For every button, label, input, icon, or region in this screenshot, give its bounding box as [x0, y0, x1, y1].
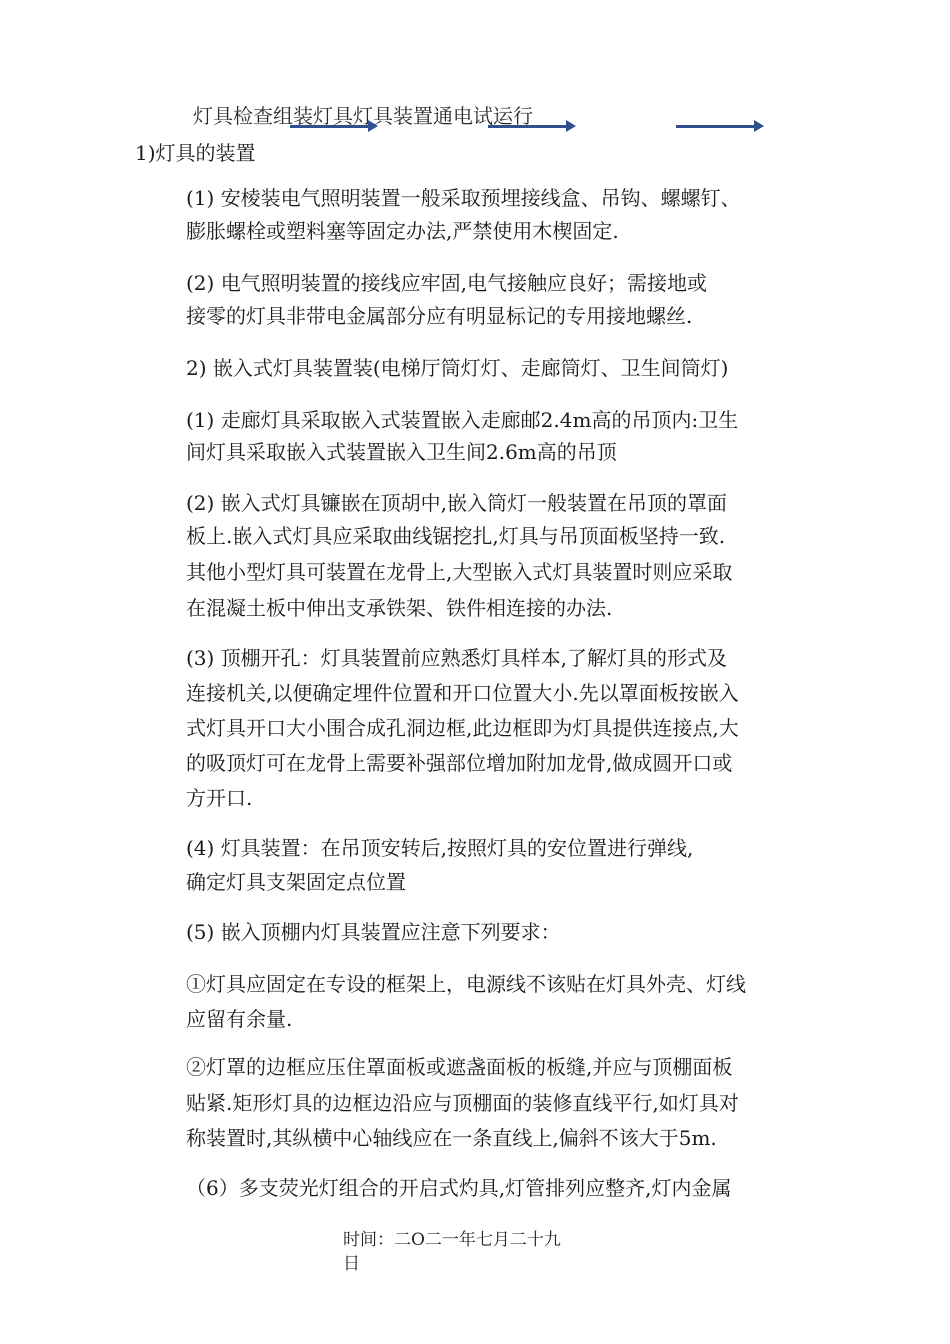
paragraph-line: (1) 走廊灯具采取嵌入式装置嵌入走廊邮2.4m高的吊顶内:卫生: [186, 408, 739, 432]
paragraph-line: 其他小型灯具可装置在龙骨上,大型嵌入式灯具装置时则应采取: [186, 560, 733, 584]
paragraph-line: (5) 嵌入顶棚内灯具装置应注意下列要求：: [186, 920, 561, 944]
paragraph-line: 板上.嵌入式灯具应采取曲线锯挖扎,灯具与吊顶面板坚持一致.: [186, 524, 726, 548]
section-heading: 2) 嵌入式灯具装置装(电梯厅筒灯灯、走廊筒灯、卫生间筒灯): [186, 356, 729, 380]
paragraph-line: 方开口.: [186, 786, 253, 810]
paragraph-line: 膨胀螺栓或塑料塞等固定办法,严禁使用木楔固定.: [186, 219, 619, 243]
paragraph-line: 在混凝土板中伸出支承铁架、铁件相连接的办法.: [186, 596, 613, 620]
paragraph-line: 间灯具采取嵌入式装置嵌入卫生间2.6m高的吊顶: [186, 440, 617, 464]
paragraph-line: (2) 电气照明装置的接线应牢固,电气接触应良好；需接地或: [186, 271, 708, 295]
paragraph-line: 的吸顶灯可在龙骨上需要补强部位增加附加龙骨,做成圆开口或: [186, 751, 733, 775]
paragraph-line: 应留有余量.: [186, 1007, 293, 1031]
paragraph-line: (1) 安棱装电气照明装置一般采取预埋接线盒、吊钩、螺螺钉、: [186, 186, 741, 210]
paragraph-line: 连接机关,以便确定埋件位置和开口位置大小.先以罩面板按嵌入: [186, 681, 739, 705]
paragraph-line: ①灯具应固定在专设的框架上，电源线不该贴在灯具外壳、灯线: [186, 972, 746, 996]
paragraph-line: （6）多支荧光灯组合的开启式灼具,灯管排列应整齐,灯内金属: [186, 1176, 732, 1200]
paragraph-line: 式灯具开口大小围合成孔洞边框,此边框即为灯具提供连接点,大: [186, 716, 739, 740]
flow-arrow-icon: [288, 117, 380, 135]
paragraph-line: 称装置时,其纵横中心轴线应在一条直线上,偏斜不该大于5m.: [186, 1126, 717, 1150]
flow-arrow-icon: [486, 117, 578, 135]
paragraph-line: 贴紧.矩形灯具的边框边沿应与顶棚面的装修直线平行,如灯具对: [186, 1091, 739, 1115]
flow-arrow-icon: [674, 117, 766, 135]
document-title: 灯具检查组装灯具灯具装置通电试运行: [193, 104, 533, 128]
paragraph-line: 确定灯具支架固定点位置: [186, 870, 406, 894]
paragraph-line: (3) 顶棚开孔：灯具装置前应熟悉灯具样本,了解灯具的形式及: [186, 646, 728, 670]
paragraph-line: (2) 嵌入式灯具镰嵌在顶胡中,嵌入筒灯一般装置在吊顶的罩面: [186, 491, 728, 515]
paragraph-line: 接零的灯具非带电金属部分应有明显标记的专用接地螺丝.: [186, 304, 693, 328]
paragraph-line: (4) 灯具装置：在吊顶安转后,按照灯具的安位置进行弹线,: [186, 836, 694, 860]
footer-date: 时间：二O二一年七月二十九: [343, 1230, 561, 1250]
section-heading: 1)灯具的装置: [135, 141, 256, 165]
footer-date-continued: 日: [343, 1254, 360, 1274]
paragraph-line: ②灯罩的边框应压住罩面板或遮盏面板的板缝,并应与顶棚面板: [186, 1055, 733, 1079]
